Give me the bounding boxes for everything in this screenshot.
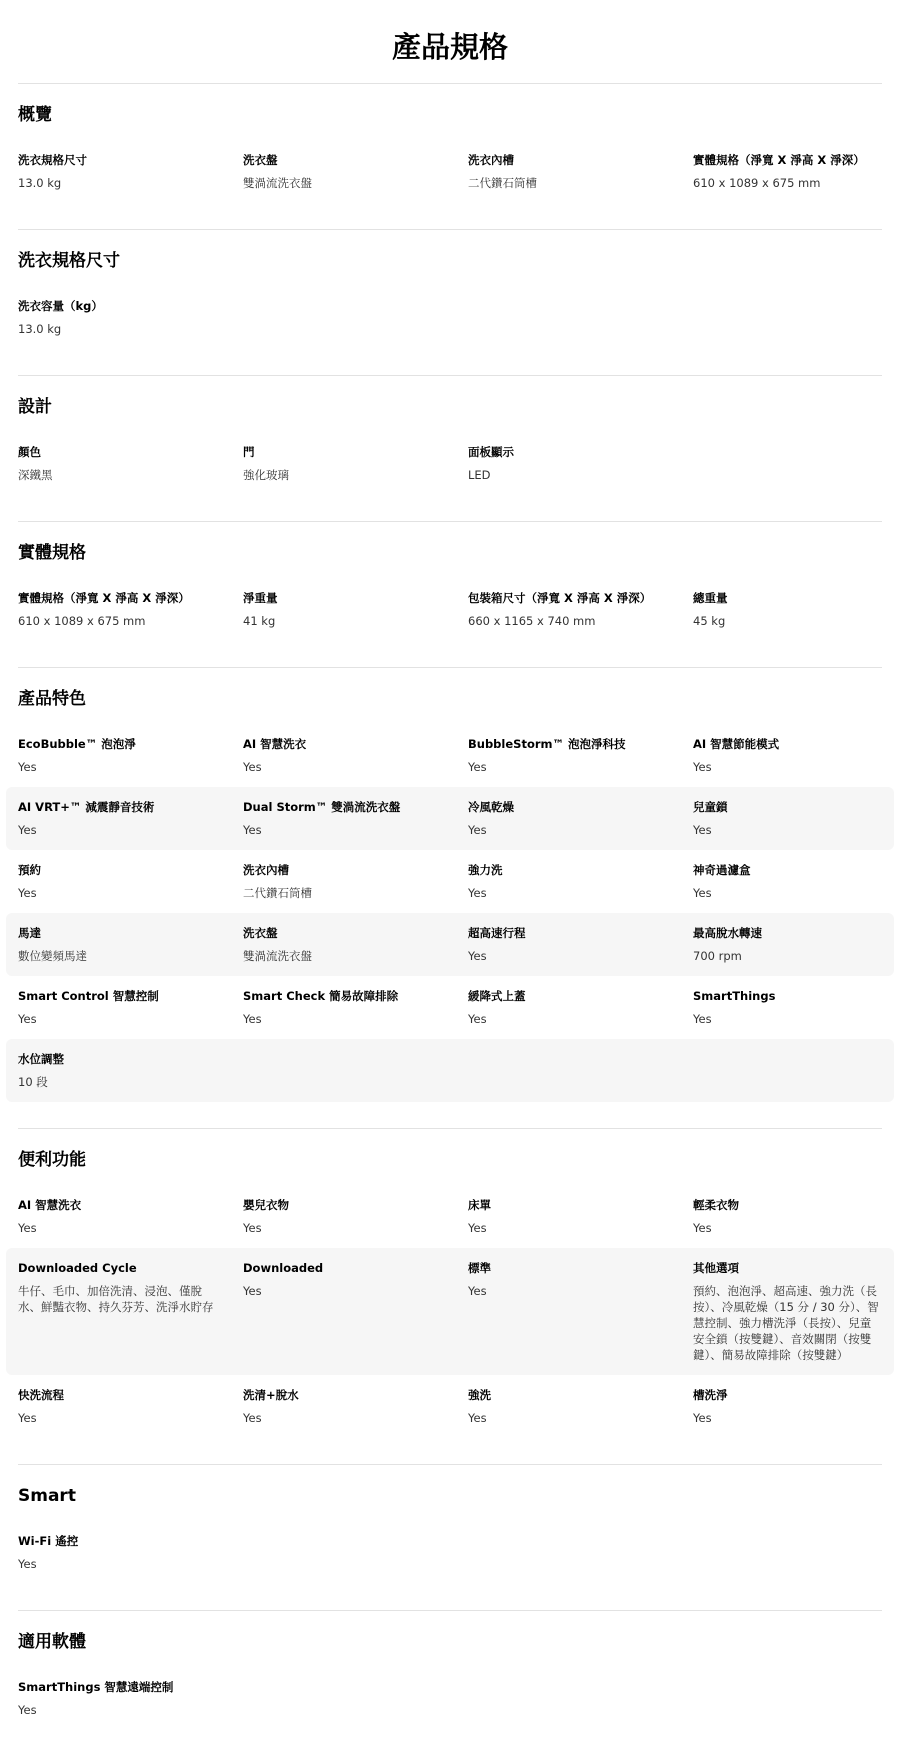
spec-row bbox=[6, 432, 894, 495]
spec-label: 洗衣內槽 bbox=[243, 863, 289, 877]
spec-value: 45 kg bbox=[693, 614, 726, 628]
section-title: Smart bbox=[18, 1486, 76, 1506]
spec-item bbox=[243, 442, 468, 483]
spec-row bbox=[6, 913, 894, 976]
section-title: 設計 bbox=[18, 397, 52, 417]
spec-value: Yes bbox=[693, 760, 712, 774]
spec-item bbox=[468, 150, 693, 191]
spec-label: 床單 bbox=[468, 1198, 491, 1212]
spec-value: 深鐵黑 bbox=[18, 468, 53, 482]
spec-row bbox=[6, 1248, 894, 1375]
spec-section bbox=[18, 230, 882, 376]
spec-item bbox=[18, 442, 243, 483]
spec-label: 實體規格（淨寬 X 淨高 X 淨深） bbox=[693, 153, 865, 167]
spec-label: 緩降式上蓋 bbox=[468, 989, 526, 1003]
spec-label: 冷風乾燥 bbox=[468, 800, 514, 814]
spec-label: 嬰兒衣物 bbox=[243, 1198, 289, 1212]
spec-item bbox=[468, 1258, 693, 1363]
spec-value: Yes bbox=[693, 1221, 712, 1235]
spec-row bbox=[6, 578, 894, 641]
spec-label: 超高速行程 bbox=[468, 926, 526, 940]
spec-value: Yes bbox=[468, 1284, 487, 1298]
spec-item bbox=[243, 797, 468, 838]
spec-value: 預約、泡泡淨、超高速、強力洗（長按）、冷風乾燥（15 分 / 30 分）、智慧控制、強力槽洗淨（長按）、兒童安全鎖（按雙鍵）、音效關閉（按雙鍵）、簡易故障排除（按雙鍵） bbox=[693, 1284, 879, 1362]
spec-value: Yes bbox=[243, 760, 262, 774]
spec-item bbox=[243, 734, 468, 775]
spec-label: SmartThings 智慧遠端控制 bbox=[18, 1680, 174, 1694]
spec-value: Yes bbox=[243, 823, 262, 837]
spec-row bbox=[6, 850, 894, 913]
section-title: 便利功能 bbox=[18, 1150, 86, 1170]
spec-value: Yes bbox=[243, 1012, 262, 1026]
spec-sections bbox=[0, 84, 900, 1736]
spec-item bbox=[243, 986, 468, 1027]
spec-label: Smart Control 智慧控制 bbox=[18, 989, 159, 1003]
spec-value: Yes bbox=[693, 823, 712, 837]
spec-label: 洗衣內槽 bbox=[468, 153, 514, 167]
spec-value: 41 kg bbox=[243, 614, 276, 628]
spec-value: Yes bbox=[243, 1284, 262, 1298]
spec-label: 洗衣容量（kg） bbox=[18, 299, 103, 313]
spec-label: BubbleStorm™ 泡泡淨科技 bbox=[468, 737, 626, 751]
spec-item bbox=[693, 860, 882, 901]
spec-row bbox=[6, 1039, 894, 1102]
spec-section bbox=[18, 1465, 882, 1611]
spec-item bbox=[18, 1677, 882, 1718]
spec-row bbox=[6, 140, 894, 203]
spec-label: 最高脫水轉速 bbox=[693, 926, 762, 940]
spec-label: 淨重量 bbox=[243, 591, 278, 605]
spec-label: Downloaded bbox=[243, 1261, 324, 1275]
spec-label: 洗衣規格尺寸 bbox=[18, 153, 87, 167]
spec-label: 兒童鎖 bbox=[693, 800, 728, 814]
spec-label: EcoBubble™ 泡泡淨 bbox=[18, 737, 136, 751]
section-title: 產品特色 bbox=[18, 689, 86, 709]
page-title: 產品規格 bbox=[18, 0, 882, 84]
spec-value: 13.0 kg bbox=[18, 176, 62, 190]
spec-label: 顏色 bbox=[18, 445, 41, 459]
spec-value: Yes bbox=[693, 886, 712, 900]
spec-section bbox=[18, 1611, 882, 1736]
spec-item bbox=[693, 1258, 882, 1363]
spec-item bbox=[468, 797, 693, 838]
spec-item bbox=[693, 150, 882, 191]
spec-label: AI 智慧洗衣 bbox=[243, 737, 307, 751]
spec-value: Yes bbox=[243, 1411, 262, 1425]
spec-item bbox=[243, 1195, 468, 1236]
spec-value: 610 x 1089 x 675 mm bbox=[18, 614, 146, 628]
spec-item bbox=[243, 860, 468, 901]
spec-label: SmartThings bbox=[693, 989, 776, 1003]
spec-value: Yes bbox=[18, 1557, 37, 1571]
spec-section bbox=[18, 668, 882, 1129]
spec-value: Yes bbox=[693, 1012, 712, 1026]
spec-label: Smart Check 簡易故障排除 bbox=[243, 989, 399, 1003]
spec-item bbox=[693, 734, 882, 775]
spec-item bbox=[18, 923, 243, 964]
spec-value: Yes bbox=[468, 1411, 487, 1425]
spec-row bbox=[6, 787, 894, 850]
spec-value: 660 x 1165 x 740 mm bbox=[468, 614, 596, 628]
spec-section bbox=[18, 84, 882, 230]
spec-item bbox=[18, 1385, 243, 1426]
spec-label: 水位調整 bbox=[18, 1052, 64, 1066]
spec-label: 門 bbox=[243, 445, 255, 459]
spec-value: 二代鑽石筒槽 bbox=[468, 176, 537, 190]
spec-value: Yes bbox=[693, 1411, 712, 1425]
spec-value: Yes bbox=[18, 1703, 37, 1717]
spec-item bbox=[243, 150, 468, 191]
spec-row bbox=[6, 724, 894, 787]
spec-label: 輕柔衣物 bbox=[693, 1198, 739, 1212]
spec-item bbox=[18, 797, 243, 838]
spec-label: AI 智慧節能模式 bbox=[693, 737, 780, 751]
spec-item bbox=[18, 150, 243, 191]
spec-row bbox=[6, 1375, 894, 1438]
spec-item bbox=[18, 1258, 243, 1363]
spec-label: 其他選項 bbox=[693, 1261, 739, 1275]
spec-item bbox=[18, 296, 882, 337]
spec-label: 快洗流程 bbox=[18, 1388, 64, 1402]
spec-item bbox=[468, 923, 693, 964]
spec-value: Yes bbox=[468, 949, 487, 963]
spec-section bbox=[18, 1129, 882, 1465]
spec-label: Dual Storm™ 雙渦流洗衣盤 bbox=[243, 800, 401, 814]
spec-item bbox=[693, 1385, 882, 1426]
spec-label: 預約 bbox=[18, 863, 41, 877]
spec-item bbox=[243, 1258, 468, 1363]
spec-label: 神奇過濾盒 bbox=[693, 863, 751, 877]
spec-value: LED bbox=[468, 468, 491, 482]
spec-item bbox=[18, 1049, 882, 1090]
spec-label: 面板顯示 bbox=[468, 445, 514, 459]
spec-value: Yes bbox=[18, 1411, 37, 1425]
spec-item bbox=[18, 1195, 243, 1236]
spec-value: 700 rpm bbox=[693, 949, 742, 963]
spec-section bbox=[18, 522, 882, 668]
spec-label: 總重量 bbox=[693, 591, 728, 605]
spec-row bbox=[6, 286, 894, 349]
spec-label: 強洗 bbox=[468, 1388, 491, 1402]
spec-item bbox=[693, 1195, 882, 1236]
spec-value: Yes bbox=[18, 760, 37, 774]
spec-item bbox=[468, 1195, 693, 1236]
spec-label: 洗衣盤 bbox=[243, 153, 278, 167]
spec-section bbox=[18, 376, 882, 522]
spec-value: Yes bbox=[18, 823, 37, 837]
spec-value: 牛仔、毛巾、加倍洗清、浸泡、僅脫水、鮮豔衣物、持久芬芳、洗淨水貯存 bbox=[18, 1284, 214, 1314]
spec-item bbox=[693, 588, 882, 629]
spec-label: AI VRT+™ 減震靜音技術 bbox=[18, 800, 155, 814]
spec-value: 數位變頻馬達 bbox=[18, 949, 87, 963]
spec-value: Yes bbox=[468, 1012, 487, 1026]
section-title: 實體規格 bbox=[18, 543, 86, 563]
spec-value: Yes bbox=[243, 1221, 262, 1235]
spec-row bbox=[6, 976, 894, 1039]
spec-label: 強力洗 bbox=[468, 863, 503, 877]
spec-item bbox=[468, 986, 693, 1027]
section-title: 概覽 bbox=[18, 105, 52, 125]
spec-label: 實體規格（淨寬 X 淨高 X 淨深） bbox=[18, 591, 190, 605]
spec-item bbox=[18, 734, 243, 775]
spec-label: 槽洗淨 bbox=[693, 1388, 728, 1402]
section-title: 洗衣規格尺寸 bbox=[18, 251, 120, 271]
spec-label: 馬達 bbox=[18, 926, 41, 940]
spec-value: Yes bbox=[468, 760, 487, 774]
spec-value: 10 段 bbox=[18, 1075, 48, 1089]
spec-value: 雙渦流洗衣盤 bbox=[243, 176, 312, 190]
spec-item bbox=[243, 923, 468, 964]
spec-item bbox=[18, 986, 243, 1027]
spec-value: 強化玻璃 bbox=[243, 468, 289, 482]
spec-item bbox=[468, 734, 693, 775]
section-title: 適用軟體 bbox=[18, 1632, 86, 1652]
spec-item bbox=[693, 797, 882, 838]
spec-value: 13.0 kg bbox=[18, 322, 62, 336]
spec-item bbox=[468, 1385, 693, 1426]
spec-item bbox=[243, 588, 468, 629]
spec-value: 二代鑽石筒槽 bbox=[243, 886, 312, 900]
spec-label: Wi-Fi 遙控 bbox=[18, 1534, 79, 1548]
spec-value: Yes bbox=[18, 1221, 37, 1235]
spec-label: 洗衣盤 bbox=[243, 926, 278, 940]
spec-value: Yes bbox=[18, 1012, 37, 1026]
spec-value: Yes bbox=[468, 823, 487, 837]
spec-row bbox=[6, 1521, 894, 1584]
spec-row bbox=[6, 1185, 894, 1248]
spec-item bbox=[468, 860, 693, 901]
spec-value: Yes bbox=[18, 886, 37, 900]
spec-item bbox=[18, 860, 243, 901]
spec-label: Downloaded Cycle bbox=[18, 1261, 137, 1275]
spec-item bbox=[468, 588, 693, 629]
spec-item bbox=[243, 1385, 468, 1426]
spec-value: Yes bbox=[468, 886, 487, 900]
spec-row bbox=[6, 1667, 894, 1730]
spec-item bbox=[18, 588, 243, 629]
spec-item bbox=[468, 442, 882, 483]
spec-label: 標準 bbox=[468, 1261, 491, 1275]
spec-label: 包裝箱尺寸（淨寬 X 淨高 X 淨深） bbox=[468, 591, 652, 605]
spec-item bbox=[18, 1531, 882, 1572]
spec-value: Yes bbox=[468, 1221, 487, 1235]
spec-value: 雙渦流洗衣盤 bbox=[243, 949, 312, 963]
spec-label: AI 智慧洗衣 bbox=[18, 1198, 82, 1212]
spec-value: 610 x 1089 x 675 mm bbox=[693, 176, 821, 190]
spec-label: 洗清+脫水 bbox=[243, 1388, 299, 1402]
spec-item bbox=[693, 923, 882, 964]
spec-item bbox=[693, 986, 882, 1027]
